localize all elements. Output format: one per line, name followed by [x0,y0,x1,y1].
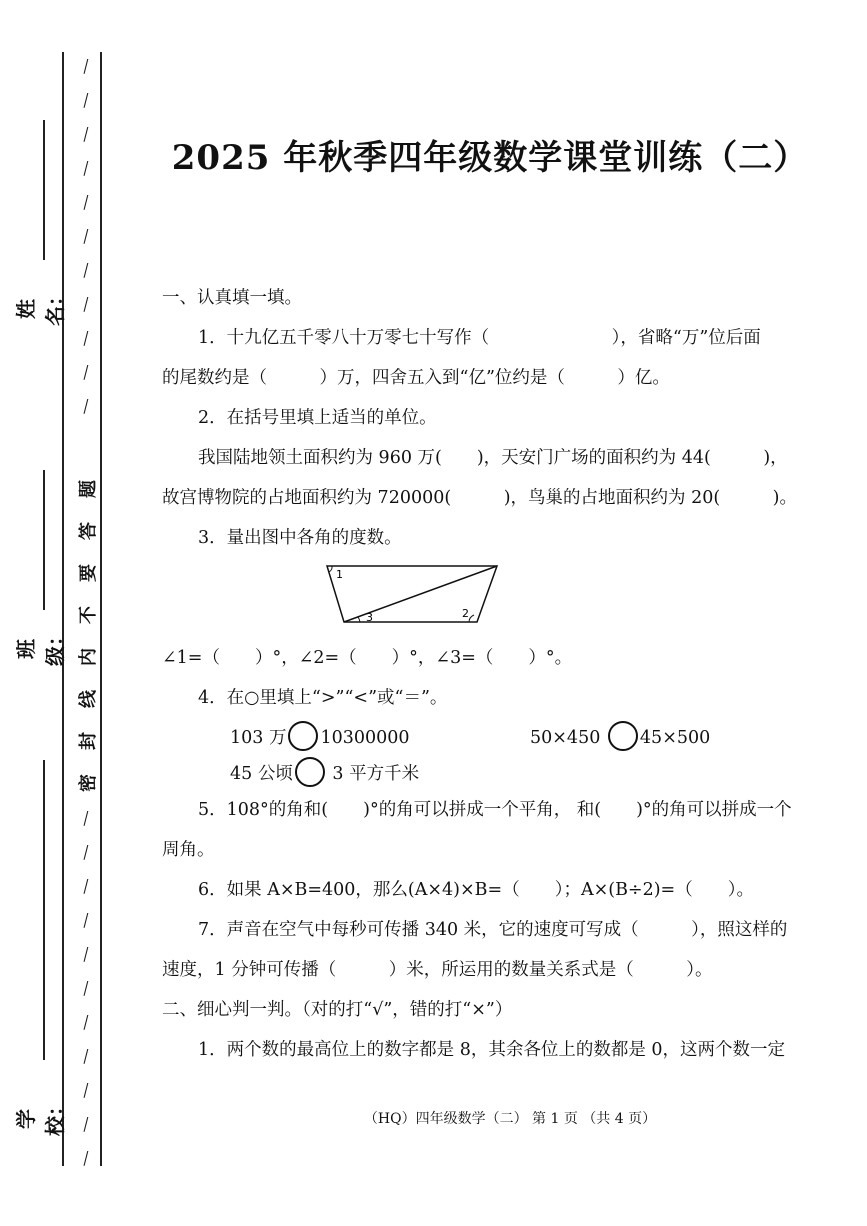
seal-slash: / [83,808,89,829]
q4-item1 [230,718,410,758]
angle1-label: 1 [336,568,343,581]
seal-slash: / [83,124,89,145]
seal-char: 答 [78,522,99,540]
q3-line1: 3．量出图中各角的度数。 [198,528,402,548]
seal-slash: / [83,910,89,931]
seal-slash: / [83,56,89,77]
angle1-arc [329,566,332,572]
angle2-label: 2 [462,607,469,620]
seal-char: 题 [78,480,99,498]
angle3-label: 3 [366,611,373,624]
q2-line1: 2．在括号里填上适当的单位。 [198,408,437,428]
q5-line1: 5．108°的角和( )°的角可以拼成一个平角， 和( )°的角可以拼成一个 [198,800,792,820]
seal-slash: / [83,90,89,111]
seal-slash: / [83,158,89,179]
seal-slash: / [83,192,89,213]
seal-char: 内 [78,648,99,666]
q4-item3 [230,754,419,794]
q4-item2-left: 50×450 [530,728,601,748]
q2-line2: 我国陆地领土面积约为 960 万( )，天安门广场的面积约为 44( )， [198,448,788,468]
name-underline [43,120,45,260]
q4-item3-right: 3 平方千米 [332,764,420,784]
seal-char: 封 [78,732,99,750]
margin-line-right [100,52,102,1166]
seal-slash: / [83,842,89,863]
section2-heading: 二、细心判一判。（对的打“√”，错的打“×”） [162,1000,513,1020]
seal-slash: / [83,1114,89,1135]
seal-slash: / [83,1148,89,1169]
q4-item2 [530,718,710,758]
question-content [162,278,842,1070]
school-underline [43,760,45,1060]
trapezoid-figure [162,558,842,638]
seal-slash: / [83,294,89,315]
q6-line1: 6．如果 A×B=400，那么(A×4)×B=（ ）；A×(B÷2)=（ ）。 [198,880,754,900]
q4-item1-left: 103 万 [230,728,287,748]
q1-line2: 的尾数约是（ ）万，四舍五入到“亿”位约是（ ）亿。 [162,368,670,388]
seal-slash: / [83,1046,89,1067]
binding-margin [0,0,110,1226]
seal-slash: / [83,944,89,965]
q4-item3-left: 45 公顷 [230,764,293,784]
page-footer: （HQ）四年级数学（二） 第 1 页 （共 4 页） [363,1111,657,1127]
q2-line3: 故宫博物院的占地面积约为 720000( )，鸟巢的占地面积约为 20( )。 [162,488,798,508]
compare-circle-1[interactable] [288,721,318,751]
compare-circle-2[interactable] [608,721,638,751]
seal-slash: / [83,328,89,349]
seal-slash: / [83,1012,89,1033]
class-underline [43,470,45,610]
seal-slash: / [83,876,89,897]
seal-slash: / [83,1080,89,1101]
seal-char: 不 [78,606,99,624]
school-label: 学校： [14,1096,67,1136]
compare-circle-3[interactable] [295,757,325,787]
q4-item1-right: 10300000 [320,728,410,748]
seal-slash: / [83,362,89,383]
q4-line1: 4．在○里填上“>”“<”或“＝”。 [198,688,448,708]
q4-row1 [162,718,842,754]
q5-line2: 周角。 [162,840,215,860]
q4-item2-right: 45×500 [639,728,711,748]
seal-char: 要 [78,564,99,582]
page-title: 2025 年秋季四年级数学课堂训练（二） [171,138,809,178]
seal-char: 密 [78,774,99,792]
seal-slash: / [83,260,89,281]
angle2-arc [469,615,474,622]
seal-slash: / [83,396,89,417]
seal-slash: / [83,978,89,999]
seal-char: 线 [78,690,99,708]
trapezoid-shape [327,566,497,622]
trapezoid-diagram [322,562,512,628]
class-label: 班级： [14,626,67,666]
name-label: 姓名： [14,286,67,326]
q7-line1: 7．声音在空气中每秒可传播 340 米，它的速度可写成（ ），照这样的 [198,920,788,940]
q7-line2: 速度，1 分钟可传播（ ）米，所运用的数量关系式是（ ）。 [162,960,713,980]
section1-heading: 一、认真填一填。 [162,288,302,308]
s2-q1-line1: 1．两个数的最高位上的数字都是 8，其余各位上的数都是 0，这两个数一定 [198,1040,786,1060]
q4-row2 [162,754,842,790]
q3-answers: ∠1=（ ）°，∠2=（ ）°，∠3=（ ）°。 [162,648,573,668]
seal-slash: / [83,226,89,247]
margin-line-left [62,52,64,1166]
q1-line1: 1．十九亿五千零八十万零七十写作（ ），省略“万”位后面 [198,328,761,348]
